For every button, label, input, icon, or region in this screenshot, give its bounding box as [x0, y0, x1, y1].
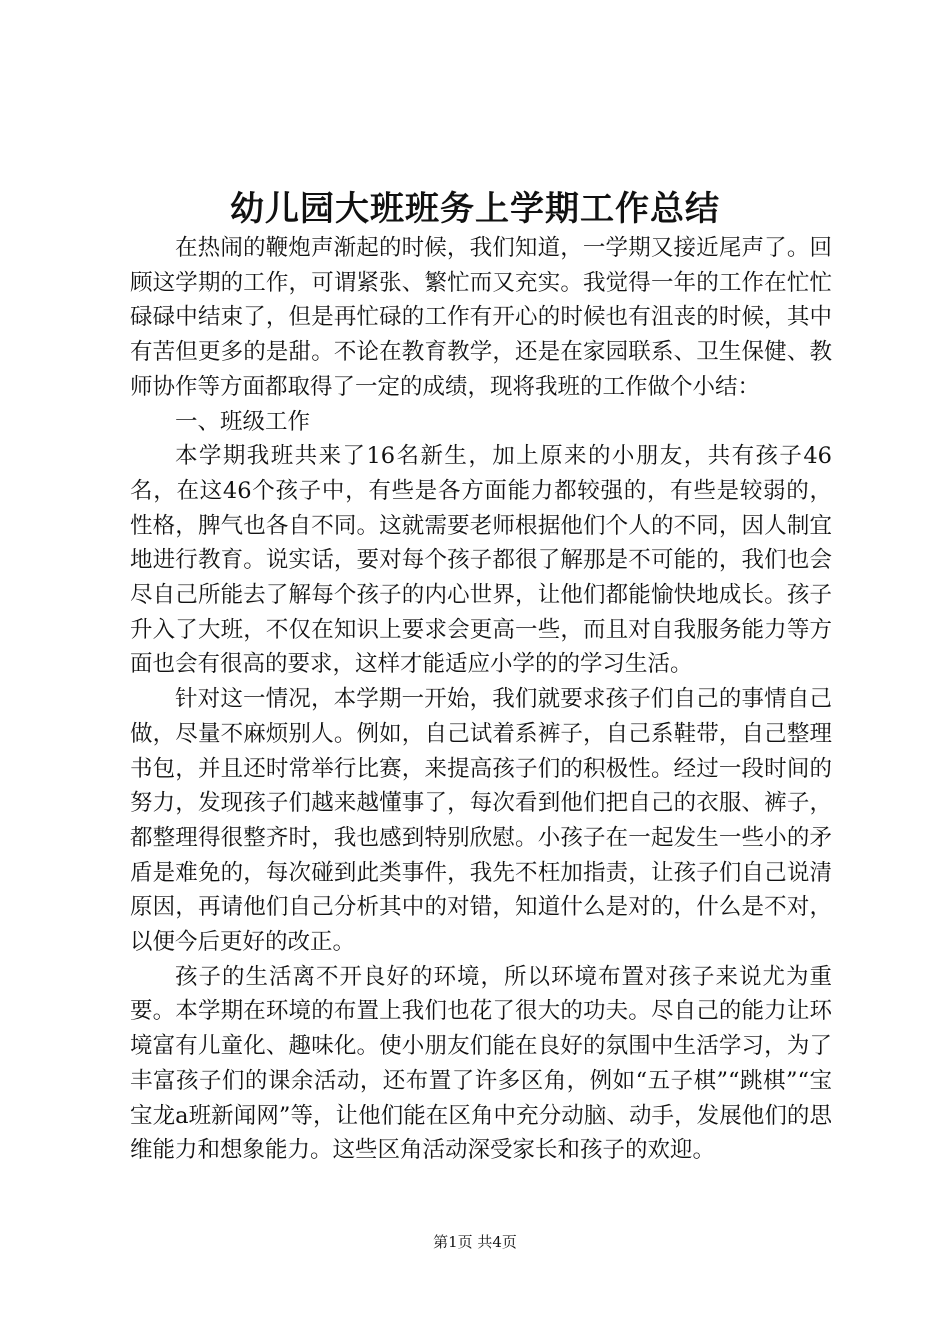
page-number-footer: 第1页 共4页	[433, 1233, 517, 1251]
page-title: 幼儿园大班班务上学期工作总结	[230, 189, 720, 229]
paragraph-self-care: 针对这一情况，本学期一开始，我们就要求孩子们自己的事情自己做，尽量不麻烦别人。例如，自己试着系裤子，自己系鞋带，自己整理书包，并且还时常举行比赛，来提高孩子们的积极性。经过一段时间的努力，发现孩子们越来越懂事了，每次看到他们把自己的衣服、裤子，都整理得很整齐时，我也感到特别欣慰。小孩子在一起发生一些小的矛盾是难免的，每次碰到此类事件，我先不枉加指责，让孩子们自己说清原因，再请他们自己分析其中的对错，知道什么是对的，什么是不对，以便今后更好的改正。	[130, 686, 832, 956]
document-body	[130, 231, 832, 1168]
paragraph-class-work: 本学期我班共来了16名新生，加上原来的小朋友，共有孩子46名，在这46个孩子中，有些是各方面能力都较强的，有些是较弱的，性格，脾气也各自不同。这就需要老师根据他们个人的不同，因人制宜地进行教育。说实话，要对每个孩子都很了解那是不可能的，我们也会尽自己所能去了解每个孩子的内心世界，让他们都能愉快地成长。孩子升入了大班，不仅在知识上要求会更高一些，而且对自我服务能力等方面也会有很高的要求，这样才能适应小学的的学习生活。	[130, 443, 832, 678]
paragraph-intro: 在热闹的鞭炮声渐起的时候，我们知道，一学期又接近尾声了。回顾这学期的工作，可谓紧张、繁忙而又充实。我觉得一年的工作在忙忙碌碌中结束了，但是再忙碌的工作有开心的时候也有沮丧的时候，其中有苦但更多的是甜。不论在教育教学，还是在家园联系、卫生保健、教师协作等方面都取得了一定的成绩，现将我班的工作做个小结：	[130, 235, 832, 400]
section-heading: 一、班级工作	[175, 408, 311, 435]
paragraph-environment: 孩子的生活离不开良好的环境，所以环境布置对孩子来说尤为重要。本学期在环境的布置上我们也花了很大的功夫。尽自己的能力让环境富有儿童化、趣味化。使小朋友们能在良好的氛围中生活学习，为了丰富孩子们的课余活动，还布置了许多区角，例如“五子棋”“跳棋”“宝宝龙a班新闻网”等，让他们能在区角中充分动脑、动手，发展他们的思维能力和想象能力。这些区角活动深受家长和孩子的欢迎。	[130, 963, 832, 1164]
